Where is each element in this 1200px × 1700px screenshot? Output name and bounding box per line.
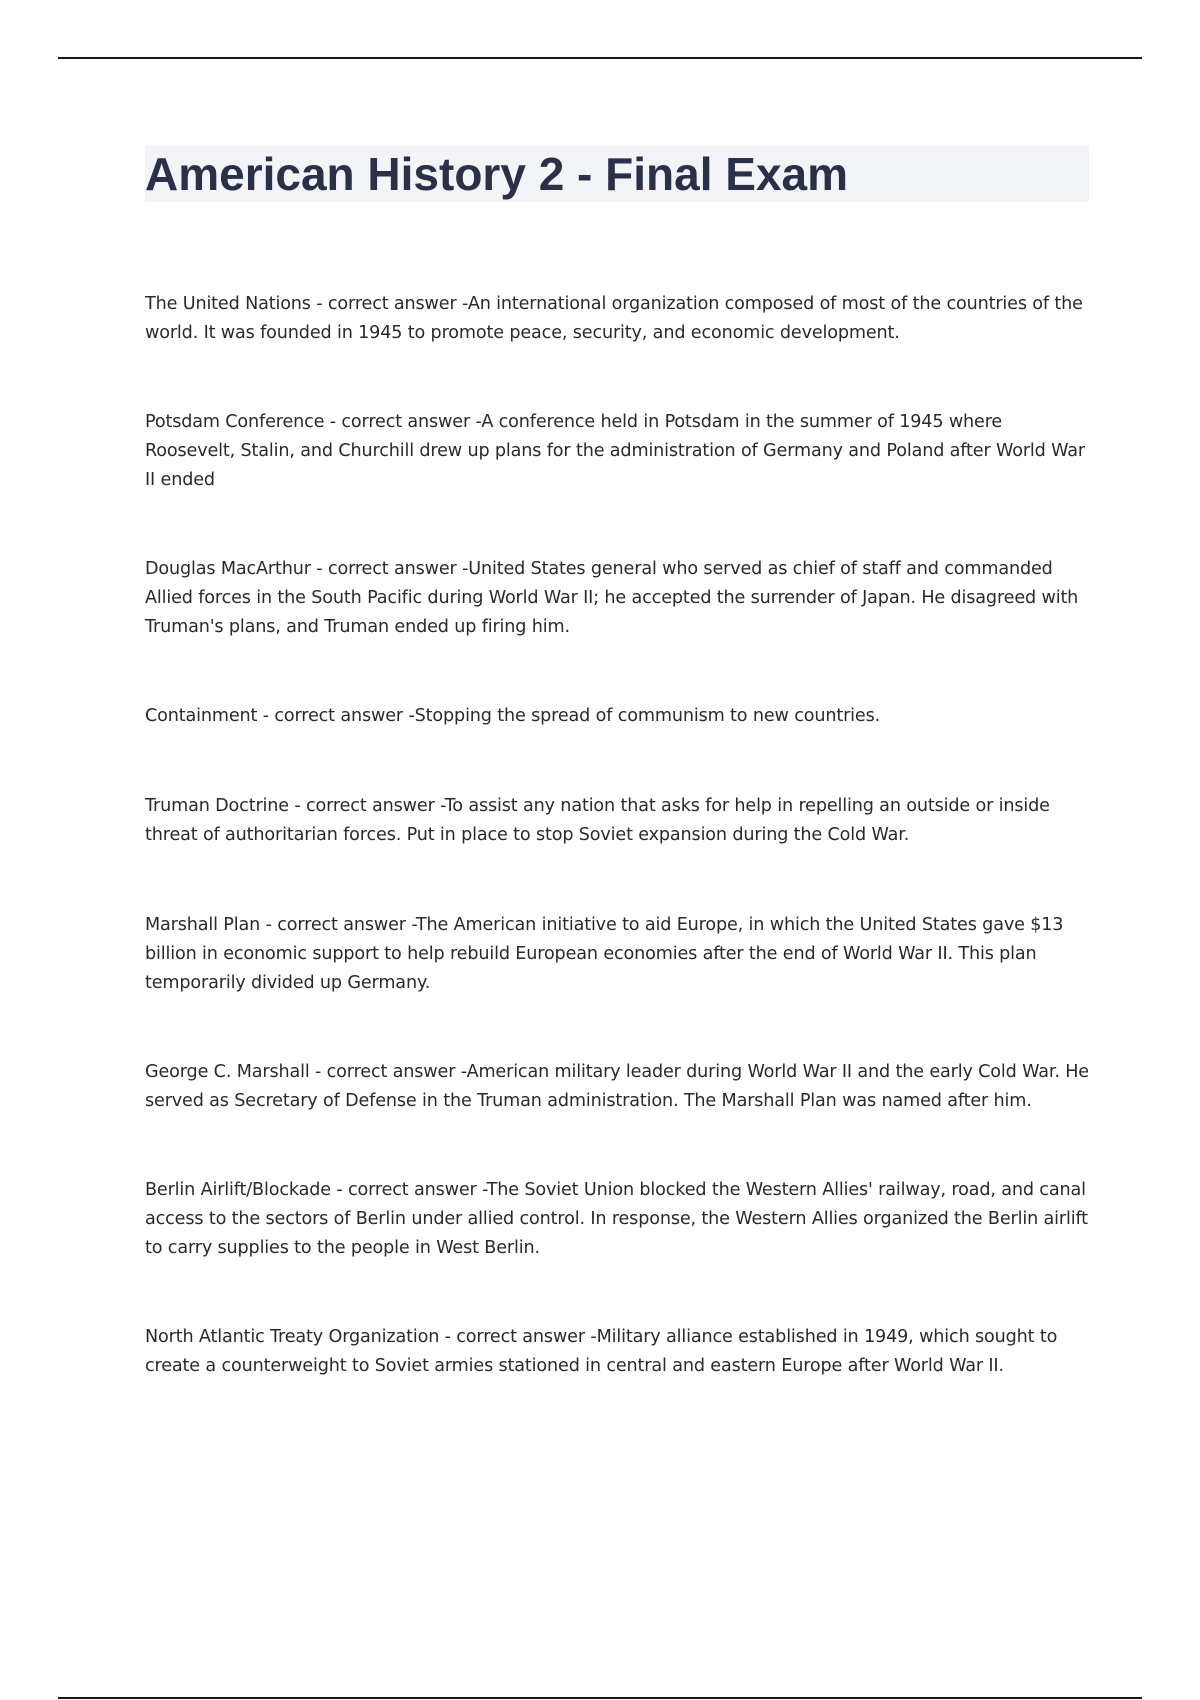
- qa-entry-nato: [145, 1323, 1089, 1381]
- answer: The American initiative to aid Europe, in which the United States gave $13 billion in economic support to help rebuild European economies after the end of World War II. This plan temporarily divided up Germany.: [145, 915, 1064, 993]
- separator: - correct answer -: [288, 796, 445, 816]
- answer: The Soviet Union blocked the Western Allies' railway, road, and canal access to the sectors of Berlin under allied control. In response, the Western Allies organized the Berlin airlift to carry supplies to the people in West Berlin.: [145, 1180, 1088, 1258]
- term: Truman Doctrine: [145, 796, 289, 816]
- answer: An international organization composed of most of the countries of the world. It was founded in 1945 to promote peace, security, and economic development.: [145, 294, 1083, 343]
- term: Containment: [145, 706, 258, 726]
- separator: - correct answer -: [310, 294, 468, 314]
- qa-entry-containment: [145, 702, 1089, 731]
- top-divider: [58, 57, 1142, 59]
- qa-entry-douglas-macarthur: [145, 555, 1089, 642]
- answer: Military alliance established in 1949, which sought to create a counterweight to Soviet armies stationed in central and eastern Europe after World War II.: [145, 1327, 1058, 1376]
- separator: - correct answer -: [439, 1327, 597, 1347]
- answer: American military leader during World War II and the early Cold War. He served as Secretary of Defense in the Truman administration. The Marshall Plan was named after him.: [145, 1062, 1089, 1111]
- separator: - correct answer -: [330, 1180, 487, 1200]
- answer: United States general who served as chief of staff and commanded Allied forces in the South Pacific during World War II; he accepted the surrender of Japan. He disagreed with Truman's plans, and Truman ended up firing him.: [145, 559, 1079, 637]
- separator: - correct answer -: [324, 412, 482, 432]
- qa-entry-marshall-plan: [145, 911, 1089, 998]
- bottom-divider: [58, 1697, 1142, 1699]
- separator: - correct answer -: [310, 559, 469, 579]
- term: Douglas MacArthur: [145, 559, 311, 579]
- answer: Stopping the spread of communism to new countries.: [414, 706, 881, 726]
- qa-entry-berlin-airlift: [145, 1176, 1089, 1263]
- term: North Atlantic Treaty Organization: [145, 1327, 440, 1347]
- qa-list: [145, 290, 1089, 1442]
- separator: - correct answer -: [257, 706, 415, 726]
- qa-entry-george-c-marshall: [145, 1058, 1089, 1116]
- term: Marshall Plan: [145, 915, 261, 935]
- answer: A conference held in Potsdam in the summer of 1945 where Roosevelt, Stalin, and Churchill drew up plans for the administration of Germany and Poland after World War II ended: [145, 412, 1085, 490]
- separator: - correct answer -: [260, 915, 416, 935]
- qa-entry-truman-doctrine: [145, 792, 1089, 850]
- term: Berlin Airlift/Blockade: [145, 1180, 331, 1200]
- term: George C. Marshall: [145, 1062, 310, 1082]
- separator: - correct answer -: [309, 1062, 467, 1082]
- term: The United Nations: [145, 294, 311, 314]
- qa-entry-united-nations: [145, 290, 1089, 348]
- page-title: American History 2 - Final Exam: [145, 148, 849, 200]
- term: Potsdam Conference: [145, 412, 325, 432]
- answer: To assist any nation that asks for help in repelling an outside or inside threat of authoritarian forces. Put in place to stop Soviet expansion during the Cold War.: [145, 796, 1050, 845]
- qa-entry-potsdam-conference: [145, 408, 1089, 495]
